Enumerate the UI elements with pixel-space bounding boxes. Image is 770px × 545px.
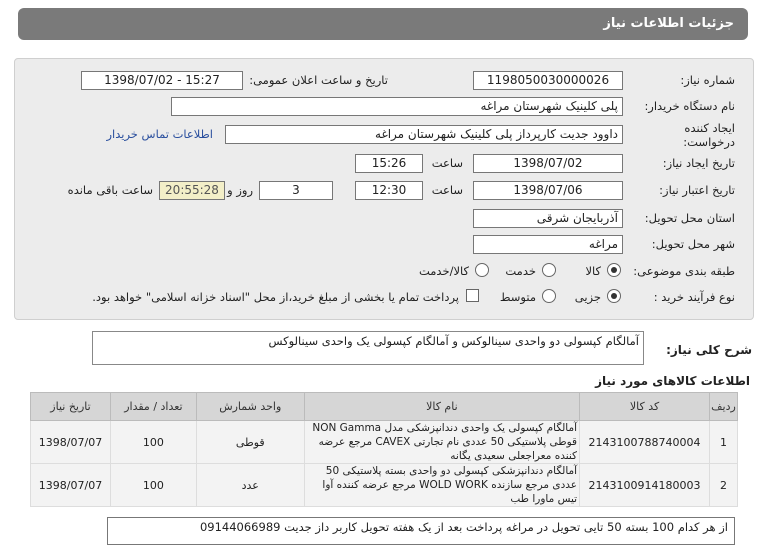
page-header bbox=[18, 8, 748, 40]
category-service-label: خدمت bbox=[505, 264, 536, 278]
need-number-field: 1198050030000026 bbox=[473, 71, 623, 90]
process-minor-radio[interactable] bbox=[607, 289, 621, 303]
cell-row: 2 bbox=[710, 464, 738, 507]
announce-date-label: تاریخ و ساعت اعلان عمومی: bbox=[249, 73, 388, 87]
validity-date-label: تاریخ اعتبار نیاز: bbox=[659, 183, 735, 197]
days-label: روز و bbox=[227, 183, 253, 197]
treasury-payment-checkbox[interactable] bbox=[466, 289, 479, 302]
validity-time-field: 12:30 bbox=[355, 181, 423, 200]
category-goods-radio[interactable] bbox=[607, 263, 621, 277]
col-qty: تعداد / مقدار bbox=[111, 393, 197, 421]
table-header-row bbox=[31, 393, 738, 421]
description-label: شرح کلی نیاز: bbox=[666, 343, 752, 357]
cell-row: 1 bbox=[710, 421, 738, 464]
items-section-title: اطلاعات کالاهای مورد نیاز bbox=[595, 374, 750, 388]
province-field: آذربایجان شرقی bbox=[473, 209, 623, 228]
cell-name: آمالگام کپسولی یک واحدی دندانپزشکی مدل NON Gamma قوطی پلاستیکی 50 عددی نام تجارتی CAVEX مرجع عرضه کننده معراجعلی سعیدی یگانه bbox=[304, 421, 579, 464]
create-time-field: 15:26 bbox=[355, 154, 423, 173]
cell-unit: قوطی bbox=[196, 421, 304, 464]
creator-field: داوود جدیت کارپرداز پلی کلینیک شهرستان مراغه bbox=[225, 125, 623, 144]
process-minor-label: جزیی bbox=[574, 290, 601, 304]
need-details-panel bbox=[14, 58, 754, 320]
table-row[interactable] bbox=[31, 464, 738, 507]
category-goods-service-radio[interactable] bbox=[475, 263, 489, 277]
col-unit: واحد شمارش bbox=[196, 393, 304, 421]
buyer-org-field: پلی کلینیک شهرستان مراغه bbox=[171, 97, 623, 116]
need-number-label: شماره نیاز: bbox=[680, 73, 735, 87]
remaining-days-field: 3 bbox=[259, 181, 333, 200]
category-label: طبقه بندی موضوعی: bbox=[633, 264, 735, 278]
page-title: جزئیات اطلاعات نیاز bbox=[603, 16, 734, 31]
process-label: نوع فرآیند خرید : bbox=[653, 290, 735, 304]
cell-name: آمالگام دندانپزشکی کپسولی دو واحدی بسته پلاستیکی 50 عددی مرجع سازنده WOLD WORK مرجع عرضه کننده آوا تیس ماورا طب bbox=[304, 464, 579, 507]
validity-time-label: ساعت bbox=[431, 183, 463, 197]
validity-date-field: 1398/07/06 bbox=[473, 181, 623, 200]
treasury-payment-label: پرداخت تمام یا بخشی از مبلغ خرید،از محل "اسناد خزانه اسلامی" خواهد بود. bbox=[92, 290, 459, 304]
description-field: آمالگام کپسولی دو واحدی سینالوکس و آمالگام کپسولی یک واحدی سینالوکس bbox=[92, 331, 644, 365]
remaining-time-field: 20:55:28 bbox=[159, 181, 225, 200]
city-field: مراغه bbox=[473, 235, 623, 254]
cell-date: 1398/07/07 bbox=[31, 421, 111, 464]
items-table bbox=[30, 392, 738, 507]
create-date-field: 1398/07/02 bbox=[473, 154, 623, 173]
create-date-label: تاریخ ایجاد نیاز: bbox=[662, 156, 735, 170]
city-label: شهر محل تحویل: bbox=[651, 237, 735, 251]
buyer-contact-link[interactable]: اطلاعات تماس خریدار bbox=[106, 127, 213, 141]
buyer-org-label: نام دستگاه خریدار: bbox=[644, 99, 735, 113]
cell-date: 1398/07/07 bbox=[31, 464, 111, 507]
col-code: کد کالا bbox=[580, 393, 710, 421]
cell-qty: 100 bbox=[111, 464, 197, 507]
remaining-time-label: ساعت باقی مانده bbox=[67, 183, 153, 197]
cell-unit: عدد bbox=[196, 464, 304, 507]
announce-date-field: 1398/07/02 - 15:27 bbox=[81, 71, 243, 90]
cell-code: 2143100788740004 bbox=[580, 421, 710, 464]
buyer-notes-field: از هر کدام 100 بسته 50 تایی تحویل در مراغه پرداخت بعد از یک هفته تحویل کاربر داز جدیت 09144066989 bbox=[107, 517, 735, 545]
category-service-radio[interactable] bbox=[542, 263, 556, 277]
create-time-label: ساعت bbox=[431, 156, 463, 170]
province-label: استان محل تحویل: bbox=[644, 211, 735, 225]
col-row: ردیف bbox=[710, 393, 738, 421]
category-goods-service-label: کالا/خدمت bbox=[418, 264, 469, 278]
category-goods-label: کالا bbox=[585, 264, 601, 278]
table-row[interactable] bbox=[31, 421, 738, 464]
cell-qty: 100 bbox=[111, 421, 197, 464]
creator-label: ایجاد کننده درخواست: bbox=[683, 121, 735, 149]
process-medium-radio[interactable] bbox=[542, 289, 556, 303]
cell-code: 2143100914180003 bbox=[580, 464, 710, 507]
col-name: نام کالا bbox=[304, 393, 579, 421]
col-date: تاریخ نیاز bbox=[31, 393, 111, 421]
process-medium-label: متوسط bbox=[499, 290, 536, 304]
